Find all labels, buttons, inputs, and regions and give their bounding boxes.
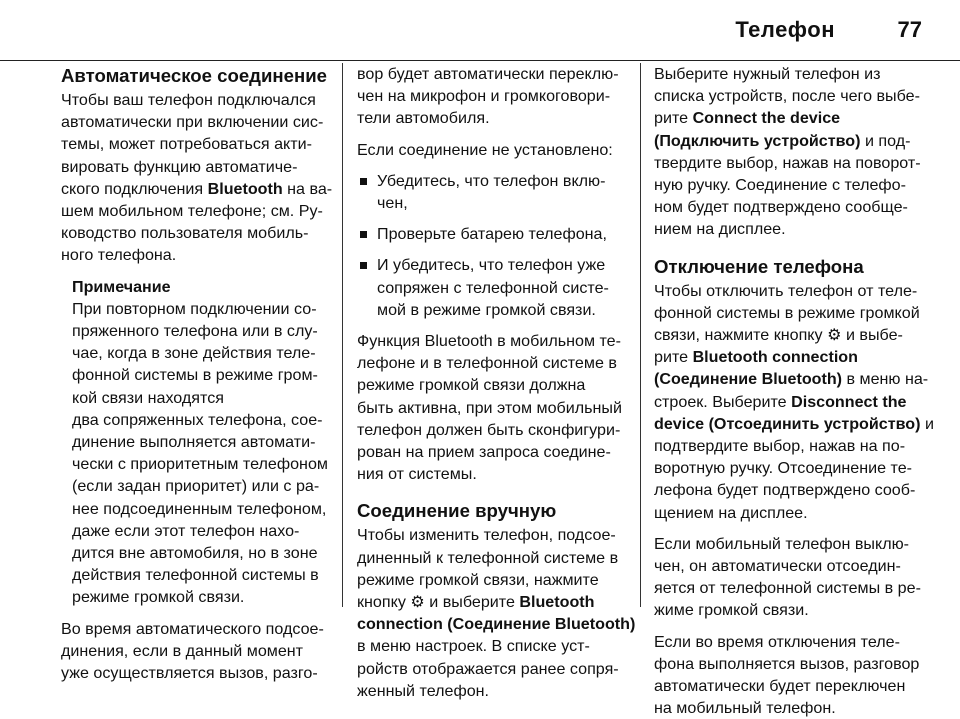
- text-line: списка устройств, после чего выбе-: [654, 87, 920, 106]
- text-line: device (Отсоединить устройство) и: [654, 414, 934, 433]
- text-line: ния от системы.: [357, 465, 477, 484]
- column-3: [654, 63, 946, 719]
- column-2: [357, 63, 639, 702]
- text-line: темы, может потребоваться акти-: [61, 135, 312, 154]
- page-number: 77: [897, 17, 922, 42]
- text-line: кнопку ⚙ и выберите Bluetooth: [357, 593, 595, 612]
- text-line: твердите выбор, нажав на поворот-: [654, 153, 921, 172]
- note-block: [61, 276, 341, 609]
- text-line: ройств отображается ранее сопря-: [357, 659, 619, 678]
- text-line: телефон должен быть сконфигури-: [357, 420, 621, 439]
- column-divider: [640, 63, 641, 607]
- bullet-square-icon: [360, 231, 367, 238]
- text-line: чески с приоритетным телефоном: [72, 455, 328, 474]
- text-line: на мобильный телефон.: [654, 699, 836, 718]
- text-line: динения, если в данный момент: [61, 641, 304, 660]
- text-line: Если во время отключения теле-: [654, 632, 900, 651]
- text-line: Чтобы отключить телефон от теле-: [654, 281, 918, 300]
- text-line: ководство пользователя мобиль-: [61, 224, 309, 243]
- text-line: ского подключения Bluetooth на ва-: [61, 179, 333, 198]
- text-line: воротную ручку. Отсоединение те-: [654, 459, 913, 478]
- text-line: диненный к телефонной системе в: [357, 548, 619, 567]
- text-line: связи, нажмите кнопку ⚙ и выбе-: [654, 326, 903, 345]
- text-line: рите Bluetooth connection: [654, 348, 858, 367]
- text-line: действия телефонной системы в: [72, 566, 319, 585]
- heading-manual-connection: Соединение вручную: [357, 500, 557, 522]
- text-line: рован на прием запроса соедине-: [357, 443, 611, 462]
- text-line: шем мобильном телефоне; см. Ру-: [61, 202, 323, 221]
- text-line: автоматически при включении сис-: [61, 113, 324, 132]
- text-line: кой связи находятся: [72, 388, 224, 407]
- text-line: нее подсоединенным телефоном,: [72, 499, 327, 518]
- text-line: жиме громкой связи.: [654, 601, 809, 620]
- text-line: быть активна, при этом мобильный: [357, 398, 622, 417]
- text-line: режиме громкой связи.: [72, 588, 245, 607]
- text-line: женный телефон.: [357, 681, 490, 700]
- column-1: [61, 63, 341, 684]
- text-line: Если соединение не установлено:: [357, 140, 613, 159]
- text-line: фонной системы в режиме гром-: [72, 366, 318, 385]
- heading-disconnect-phone: Отключение телефона: [654, 255, 864, 277]
- note-heading: Примечание: [72, 277, 171, 296]
- text-line: фона выполняется вызов, разговор: [654, 654, 920, 673]
- text-line: даже если этот телефон нахо-: [72, 521, 300, 540]
- text-line: чен на микрофон и громкоговори-: [357, 87, 611, 106]
- text-line: connection (Соединение Bluetooth): [357, 615, 636, 634]
- text-line: пряженного телефона или в слу-: [72, 322, 318, 341]
- text-line: ного телефона.: [61, 246, 177, 265]
- text-line: вор будет автоматически переклю-: [357, 65, 619, 83]
- column-divider: [342, 63, 343, 607]
- bullet-square-icon: [360, 178, 367, 185]
- heading-auto-connection: Автоматическое соединение: [61, 65, 327, 86]
- text-line: строек. Выберите Disconnect the: [654, 392, 907, 411]
- bullet-item: Проверьте батарею телефона,: [357, 223, 639, 245]
- text-line: лефоне и в телефонной системе в: [357, 354, 617, 373]
- text-line: ную ручку. Соединение с телефо-: [654, 176, 906, 195]
- text-line: яется от телефонной системы в ре-: [654, 579, 921, 598]
- text-line: щением на дисплее.: [654, 503, 808, 522]
- bullet-item: И убедитесь, что телефон уже сопряжен с телефонной систе- мой в режиме громкой связи.: [357, 254, 639, 321]
- text-line: (если задан приоритет) или с ра-: [72, 477, 320, 496]
- text-line: лефона будет подтверждено сооб-: [654, 481, 916, 500]
- text-line: Функция Bluetooth в мобильном те-: [357, 332, 621, 351]
- text-line: При повторном подключении со-: [72, 299, 317, 318]
- text-line: Чтобы ваш телефон подключался: [61, 91, 316, 109]
- text-line: дится вне автомобиля, но в зоне: [72, 544, 318, 563]
- text-line: ном будет подтверждено сообще-: [654, 198, 908, 217]
- text-line: Во время автоматического подсое-: [61, 619, 324, 638]
- settings-button-icon: ⚙: [827, 326, 842, 345]
- text-line: фонной системы в режиме громкой: [654, 303, 920, 322]
- text-line: Чтобы изменить телефон, подсое-: [357, 526, 616, 545]
- section-title: Телефон: [735, 17, 835, 42]
- text-line: вировать функцию автоматиче-: [61, 157, 298, 176]
- settings-button-icon: ⚙: [410, 593, 425, 612]
- text-line: в меню настроек. В списке уст-: [357, 637, 590, 656]
- text-line: тели автомобиля.: [357, 109, 490, 128]
- bullet-square-icon: [360, 262, 367, 269]
- text-line: чен, он автоматически отсоедин-: [654, 557, 901, 576]
- text-line: подтвердите выбор, нажав на по-: [654, 437, 906, 456]
- text-line: режиме громкой связи, нажмите: [357, 570, 599, 589]
- text-line: Если мобильный телефон выклю-: [654, 534, 910, 553]
- text-line: режиме громкой связи должна: [357, 376, 586, 395]
- text-line: (Соединение Bluetooth) в меню на-: [654, 370, 929, 389]
- text-line: рите Connect the device: [654, 109, 841, 128]
- text-line: Выберите нужный телефон из: [654, 65, 881, 83]
- text-line: динение выполняется автомати-: [72, 433, 316, 452]
- text-line: чае, когда в зоне действия теле-: [72, 344, 316, 363]
- text-line: (Подключить устройство) и под-: [654, 131, 911, 150]
- text-line: два сопряженных телефона, сое-: [72, 410, 323, 429]
- text-line: уже осуществляется вызов, разго-: [61, 664, 318, 683]
- text-line: нием на дисплее.: [654, 220, 786, 239]
- header-divider: [0, 60, 960, 61]
- text-line: автоматически будет переключен: [654, 677, 906, 696]
- bullet-item: Убедитесь, что телефон вклю- чен,: [357, 170, 639, 214]
